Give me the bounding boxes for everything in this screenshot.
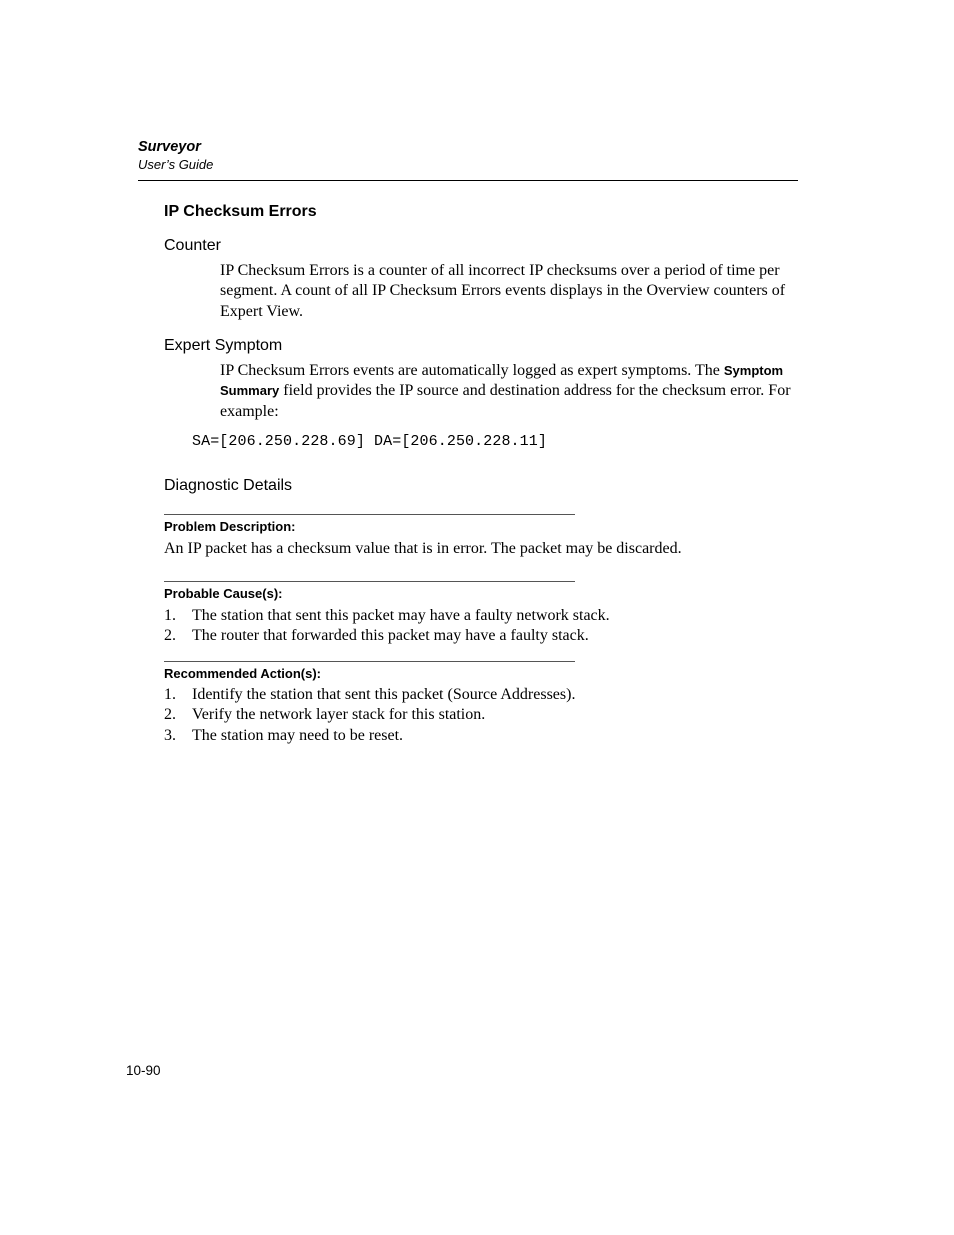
probable-causes-list (164, 606, 804, 647)
list-item (164, 606, 804, 626)
recommended-actions-label: Recommended Action(s): (164, 666, 321, 681)
list-item-number: 1. (164, 686, 176, 703)
expert-text-before: IP Checksum Errors events are automatically logged as expert symptoms. The (220, 362, 724, 379)
page-number: 10-90 (126, 1063, 161, 1078)
header-title: Surveyor (138, 139, 201, 155)
recommended-actions-list (164, 685, 804, 746)
cause-divider (164, 581, 575, 582)
list-item-text: The station that sent this packet may have a faulty network stack. (192, 607, 610, 624)
diagnostic-details-heading: Diagnostic Details (164, 477, 293, 494)
list-item-text: The station may need to be reset. (192, 726, 404, 744)
problem-description-text: An IP packet has a checksum value that is in error. The packet may be discarded. (164, 540, 682, 557)
probable-causes-label: Probable Cause(s): (164, 586, 283, 601)
header-subtitle: User’s Guide (138, 157, 214, 172)
list-item-number: 1. (164, 607, 176, 624)
list-item-text: The router that forwarded this packet may have a faulty stack. (192, 627, 589, 645)
expert-symptom-paragraph (220, 361, 800, 422)
list-item (164, 705, 804, 725)
section-title: IP Checksum Errors (164, 203, 317, 220)
list-item-number: 2. (164, 627, 176, 645)
header-divider (138, 180, 798, 181)
counter-heading: Counter (164, 237, 221, 254)
list-item-text: Identify the station that sent this packet (Source Addresses). (192, 686, 576, 703)
list-item-number: 3. (164, 726, 176, 744)
problem-description-label: Problem Description: (164, 519, 296, 534)
list-item-text: Verify the network layer stack for this station. (192, 706, 486, 724)
action-divider (164, 661, 575, 662)
expert-text-after: field provides the IP source and destination address for the checksum error. For example: (220, 382, 791, 420)
expert-symptom-heading: Expert Symptom (164, 337, 283, 354)
list-item (164, 685, 804, 705)
code-example: SA=[206.250.228.69] DA=[206.250.228.11] (192, 433, 547, 450)
problem-divider (164, 514, 575, 515)
list-item-number: 2. (164, 706, 176, 724)
symptom-summary-field-name: Symptom Summary (220, 363, 784, 399)
counter-paragraph: IP Checksum Errors is a counter of all incorrect IP checksums over a period of time per segment. A count of all IP Checksum Errors events displays in the Overview counters of Expert View. (220, 262, 786, 320)
list-item (164, 726, 804, 746)
list-item (164, 626, 804, 646)
